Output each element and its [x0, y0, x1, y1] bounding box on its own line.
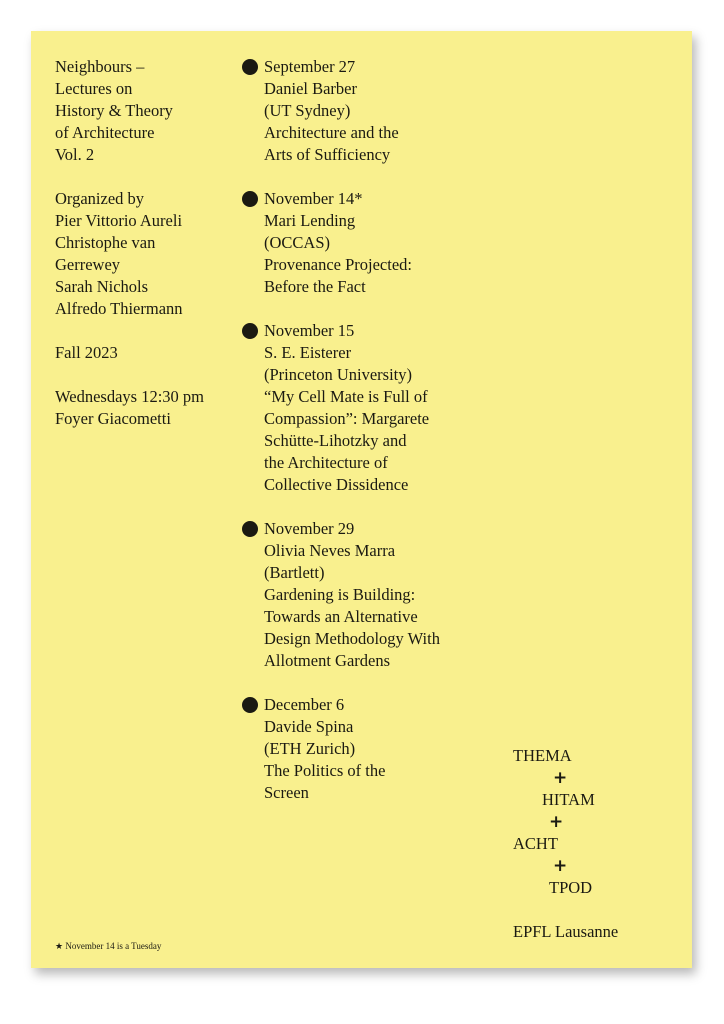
organizer-line: Christophe van: [55, 233, 156, 252]
bullet-dot-icon: [242, 323, 258, 339]
series-info: [55, 56, 204, 430]
lecture-institution: (OCCAS): [264, 233, 331, 252]
partner-name: HITAM: [542, 790, 595, 809]
lecture-title-line: Provenance Projected:: [264, 255, 412, 274]
organizer-line: Sarah Nichols: [55, 277, 149, 296]
bullet-dot-icon: [242, 521, 258, 537]
lecture-entry: [242, 188, 440, 298]
bullet-dot-icon: [242, 191, 258, 207]
location-label: EPFL Lausanne: [513, 922, 619, 941]
lecture-title-line: “My Cell Mate is Full of: [264, 387, 428, 406]
lecture-entry: [242, 56, 440, 166]
series-title-line: of Architecture: [55, 123, 155, 142]
lecture-title-line: Schütte-Lihotzky and: [264, 431, 407, 450]
lecture-date: November 29: [264, 519, 355, 538]
organizer-line: Pier Vittorio Aureli: [55, 211, 183, 230]
organizer-line: Gerrewey: [55, 255, 121, 274]
partners-block: [513, 745, 618, 943]
poster: [31, 31, 692, 968]
spacer: [55, 364, 204, 386]
series-title-line: Neighbours –: [55, 57, 145, 76]
lecture-speaker: S. E. Eisterer: [264, 343, 352, 362]
lecture-title-line: Architecture and the: [264, 123, 399, 142]
lecture-institution: (UT Sydney): [264, 101, 351, 120]
lecture-title-line: Design Methodology With: [264, 629, 440, 648]
bullet-dot-icon: [242, 697, 258, 713]
lecture-speaker: Mari Lending: [264, 211, 356, 230]
lecture-institution: (ETH Zurich): [264, 739, 356, 758]
spacer: [55, 320, 204, 342]
plus-icon: +: [549, 812, 564, 832]
lecture-title-line: Screen: [264, 783, 309, 802]
plus-icon: +: [553, 768, 568, 788]
partner-name: THEMA: [513, 746, 572, 765]
schedule-label: Wednesdays 12:30 pm: [55, 387, 204, 406]
lecture-title-line: Allotment Gardens: [264, 651, 391, 670]
lecture-speaker: Olivia Neves Marra: [264, 541, 396, 560]
lecture-title-line: Collective Dissidence: [264, 475, 409, 494]
series-title-line: History & Theory: [55, 101, 173, 120]
lecture-title-line: the Architecture of: [264, 453, 388, 472]
series-title-line: Vol. 2: [55, 145, 95, 164]
season-label: Fall 2023: [55, 343, 118, 362]
bullet-dot-icon: [242, 59, 258, 75]
footnote-text: November 14 is a Tuesday: [65, 941, 162, 951]
lecture-entry: [242, 694, 440, 804]
lecture-title-line: Compassion”: Margarete: [264, 409, 430, 428]
series-title: [55, 56, 204, 166]
footnote: [55, 940, 161, 953]
star-icon: ★: [55, 942, 64, 952]
lecture-date: September 27: [264, 57, 356, 76]
lecture-entry: [242, 518, 440, 672]
organized-by-label: Organized by: [55, 189, 145, 208]
lecture-institution: (Bartlett): [264, 563, 325, 582]
lecture-title-line: Arts of Sufficiency: [264, 145, 391, 164]
partner-name: TPOD: [549, 878, 593, 897]
lecture-institution: (Princeton University): [264, 365, 413, 384]
lecture-entry: [242, 320, 440, 496]
lecture-list: [242, 56, 440, 826]
lecture-date: November 15: [264, 321, 355, 340]
organizers-block: [55, 188, 204, 320]
series-title-line: Lectures on: [55, 79, 133, 98]
lecture-title-line: Before the Fact: [264, 277, 366, 296]
lecture-title-line: Gardening is Building:: [264, 585, 416, 604]
partner-name: ACHT: [513, 834, 558, 853]
lecture-title-line: The Politics of the: [264, 761, 386, 780]
organizer-line: Alfredo Thiermann: [55, 299, 183, 318]
lecture-title-line: Towards an Alternative: [264, 607, 418, 626]
lecture-speaker: Davide Spina: [264, 717, 354, 736]
lecture-speaker: Daniel Barber: [264, 79, 357, 98]
lecture-date: November 14*: [264, 189, 363, 208]
plus-icon: +: [553, 856, 568, 876]
lecture-date: December 6: [264, 695, 345, 714]
venue-label: Foyer Giacometti: [55, 409, 171, 428]
spacer: [55, 166, 204, 188]
